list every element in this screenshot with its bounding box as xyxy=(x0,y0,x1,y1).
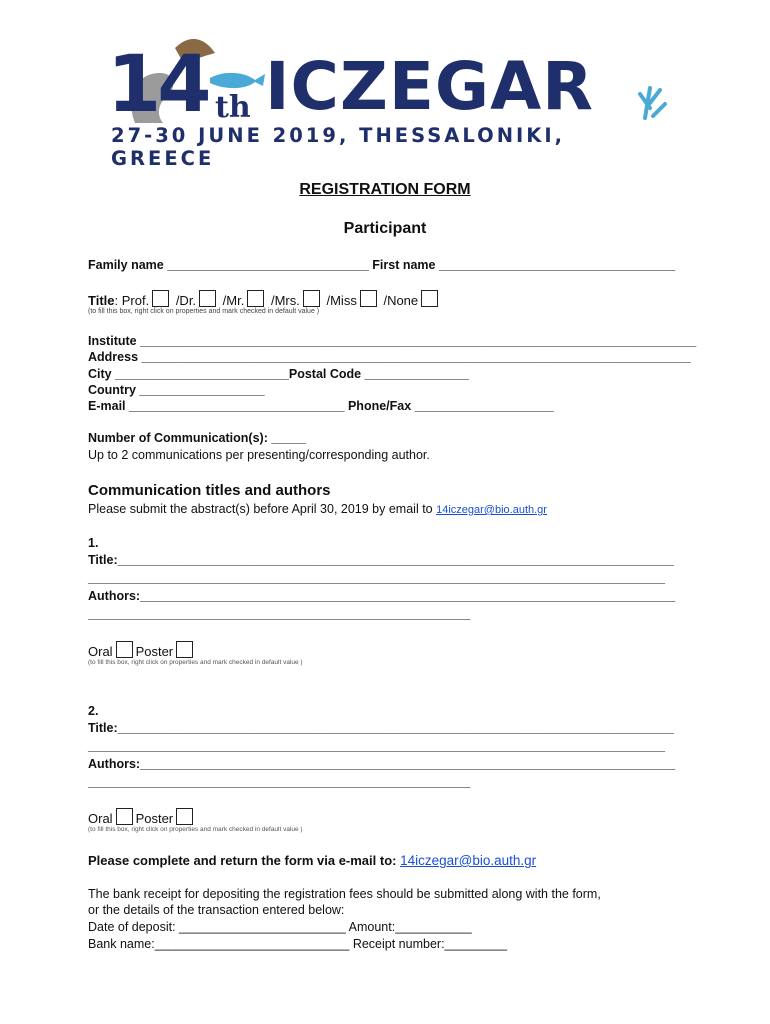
oral-checkbox[interactable] xyxy=(116,808,133,825)
bank-instructions-line1: The bank receipt for depositing the registration fees should be submitted along with the form, xyxy=(88,887,601,901)
bank-instructions-line2: or the details of the transaction entered below: xyxy=(88,903,345,917)
family-name-field[interactable]: Family name _____________________________ First name __________________________________ xyxy=(88,258,676,272)
oral-label: Oral xyxy=(88,644,113,659)
submission-note-text: Please submit the abstract(s) before April 30, 2019 by email to xyxy=(88,502,437,516)
bank-receipt-field[interactable]: Bank name:____________________________ Receipt number:_________ xyxy=(88,937,508,951)
communication-1-authors-field[interactable]: Authors:_____________________________________________________________________________ xyxy=(88,589,676,603)
conference-logo xyxy=(105,28,675,170)
oral-label: Oral xyxy=(88,811,113,826)
submission-email-link[interactable]: 14iczegar@bio.auth.gr xyxy=(436,504,547,516)
dr-checkbox[interactable] xyxy=(199,290,216,307)
prof-checkbox[interactable] xyxy=(152,290,169,307)
title-option-none: /None xyxy=(383,293,419,308)
submission-note xyxy=(88,502,547,516)
return-email-link[interactable]: 14iczegar@bio.auth.gr xyxy=(400,853,537,868)
poster-checkbox[interactable] xyxy=(176,808,193,825)
miss-checkbox[interactable] xyxy=(360,290,377,307)
communication-2-authors-line2[interactable]: _______________________________________________________ xyxy=(88,775,471,789)
title-option-prof: : Prof. xyxy=(114,293,150,308)
communication-2-number: 2. xyxy=(88,704,99,718)
communication-2-hint: (to fill this box, right click on properties and mark checked in default value ) xyxy=(88,826,303,833)
deposit-date-amount-field[interactable]: Date of deposit: ________________________ Amount:___________ xyxy=(88,920,472,934)
communication-2-title-field[interactable]: Title:________________________________________________________________________________ xyxy=(88,721,674,735)
poster-label: Poster xyxy=(135,644,174,659)
communication-2-authors-field[interactable]: Authors:_____________________________________________________________________________ xyxy=(88,757,676,771)
city-field[interactable]: City _________________________Postal Code _______________ xyxy=(88,367,469,381)
communication-1-title-field[interactable]: Title:________________________________________________________________________________ xyxy=(88,553,674,567)
title-label: Title xyxy=(88,293,115,308)
address-field[interactable]: Address _______________________________________________________________________________ xyxy=(88,350,691,364)
return-text: Please complete and return the form via e-mail to: xyxy=(88,853,401,868)
oral-checkbox[interactable] xyxy=(116,641,133,658)
communication-1-authors-line2[interactable]: _______________________________________________________ xyxy=(88,607,471,621)
poster-label: Poster xyxy=(135,811,174,826)
title-option-dr: /Dr. xyxy=(175,293,197,308)
none-checkbox[interactable] xyxy=(421,290,438,307)
title-option-mrs: /Mrs. xyxy=(270,293,300,308)
communication-1-number: 1. xyxy=(88,536,99,550)
title-option-miss: /Miss xyxy=(326,293,357,308)
email-field[interactable]: E-mail _______________________________ Phone/Fax ____________________ xyxy=(88,399,554,413)
poster-checkbox[interactable] xyxy=(176,641,193,658)
logo-date: 27-30 JUNE 2019, THESSALONIKI, GREECE xyxy=(111,124,566,170)
logo-number: 14 xyxy=(107,40,208,130)
logo-name: ICZEGAR xyxy=(265,48,595,125)
return-instructions xyxy=(88,852,536,870)
num-communications-field[interactable]: Number of Communication(s): _____ xyxy=(88,431,307,445)
form-title: REGISTRATION FORM xyxy=(299,181,471,198)
communication-1-hint: (to fill this box, right click on properties and mark checked in default value ) xyxy=(88,659,303,666)
title-option-mr: /Mr. xyxy=(222,293,245,308)
communication-1-title-line2[interactable]: ___________________________________________________________________________________ xyxy=(88,571,666,585)
communication-2-title-line2[interactable]: ___________________________________________________________________________________ xyxy=(88,739,666,753)
title-row xyxy=(88,290,441,308)
communications-heading: Communication titles and authors xyxy=(88,482,331,499)
num-communications-note: Up to 2 communications per presenting/corresponding author. xyxy=(88,448,430,462)
form-subtitle: Participant xyxy=(343,220,427,237)
communication-2-type-row xyxy=(88,808,196,826)
mrs-checkbox[interactable] xyxy=(303,290,320,307)
logo-suffix: th xyxy=(215,90,251,125)
communication-1-type-row xyxy=(88,641,196,659)
title-checkbox-hint: (to fill this box, right click on properties and mark checked in default value ) xyxy=(88,308,320,315)
country-field[interactable]: Country __________________ xyxy=(88,383,265,397)
mr-checkbox[interactable] xyxy=(247,290,264,307)
institute-field[interactable]: Institute ________________________________________________________________________________ xyxy=(88,334,697,348)
